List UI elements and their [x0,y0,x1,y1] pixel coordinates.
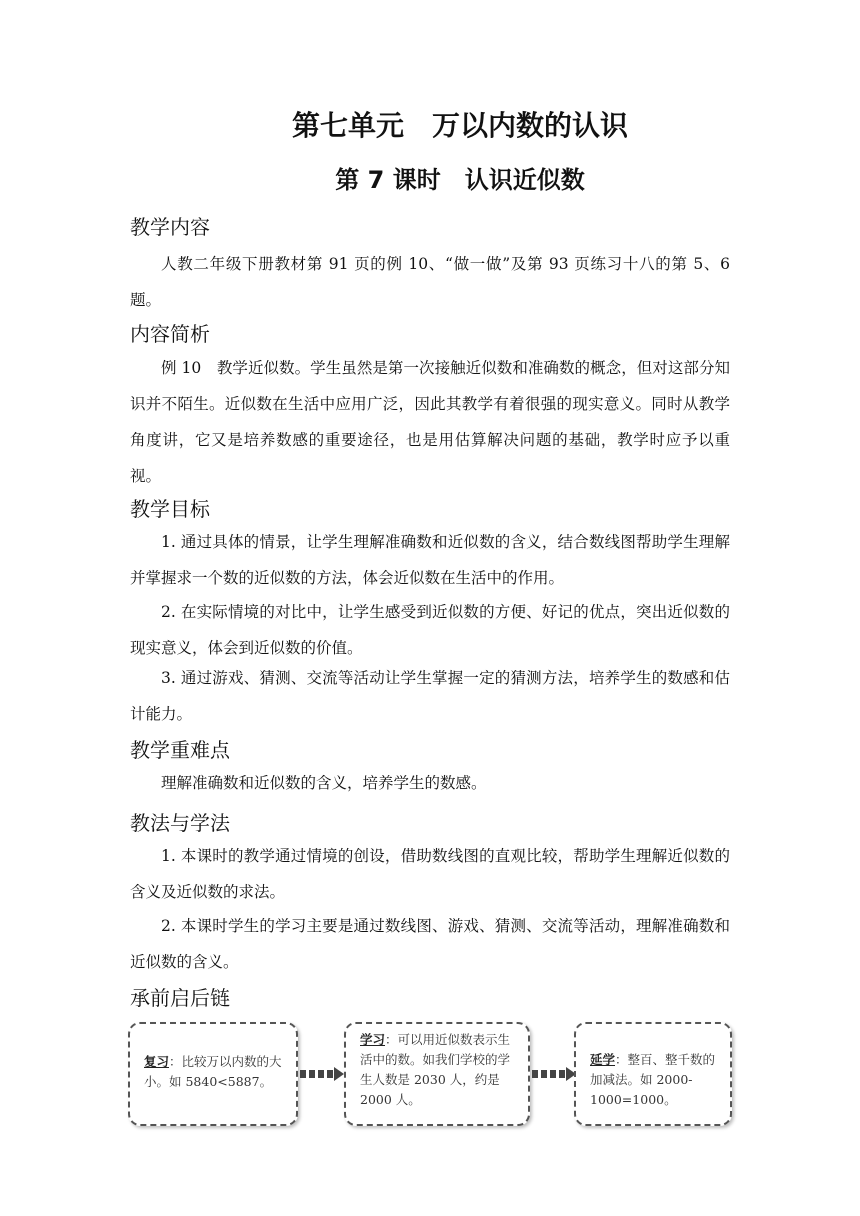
heading-methods: 教法与学法 [130,811,230,835]
flow-arrow-icon [532,1066,576,1082]
content-analysis-paragraph: 例 10 教学近似数。学生虽然是第一次接触近似数和准确数的概念，但对这部分知识并不陌生。近似数在生活中应用广泛，因此其教学有着很强的现实意义。同时从教学角度讲，它又是培养数感的重要途径，也是用估算解决问题的基础，教学时应予以重视。 [130,359,730,485]
extend-box [574,1022,732,1126]
heading-teaching-goals: 教学目标 [130,497,210,521]
extend-label: 延学 [590,1052,616,1067]
heading-content-analysis: 内容简析 [130,322,210,346]
learn-text: ：可以用近似数表示生活中的数。如我们学校的学生人数是 2030 人，约是 2000 人。 [360,1032,511,1107]
teaching-content-paragraph: 人教二年级下册教材第 91 页的例 10、“做一做”及第 93 页练习十八的第 5、6 题。 [130,255,730,309]
lesson-title: 第 7 课时 认识近似数 [335,166,585,194]
heading-links: 承前启后链 [130,986,230,1010]
goal-1-paragraph: 1. 通过具体的情景，让学生理解准确数和近似数的含义，结合数线图帮助学生理解并掌握求一个数的近似数的方法，体会近似数在生活中的作用。 [130,533,730,587]
knowledge-flow-diagram [128,1022,732,1128]
learn-label: 学习 [360,1032,386,1047]
heading-key-points: 教学重难点 [130,738,230,762]
key-points-paragraph: 理解准确数和近似数的含义，培养学生的数感。 [161,774,487,792]
review-label: 复习 [144,1054,170,1069]
flow-arrow-icon [300,1066,344,1082]
goal-3-paragraph: 3. 通过游戏、猜测、交流等活动让学生掌握一定的猜测方法，培养学生的数感和估计能力。 [130,669,730,723]
heading-teaching-content: 教学内容 [130,215,210,239]
extend-text: ：整百、整千数的加减法。如 2000-1000=1000。 [590,1052,716,1107]
review-text: ：比较万以内数的大小。如 5840<5887。 [144,1054,282,1089]
learn-box [344,1022,530,1126]
goal-2-paragraph: 2. 在实际情境的对比中，让学生感受到近似数的方便、好记的优点，突出近似数的现实意义，体会到近似数的价值。 [130,603,730,657]
review-box [128,1022,298,1126]
method-2-paragraph: 2. 本课时学生的学习主要是通过数线图、游戏、猜测、交流等活动，理解准确数和近似数的含义。 [130,917,730,971]
method-1-paragraph: 1. 本课时的教学通过情境的创设，借助数线图的直观比较，帮助学生理解近似数的含义及近似数的求法。 [130,847,730,901]
unit-title: 第七单元 万以内数的认识 [291,109,628,142]
